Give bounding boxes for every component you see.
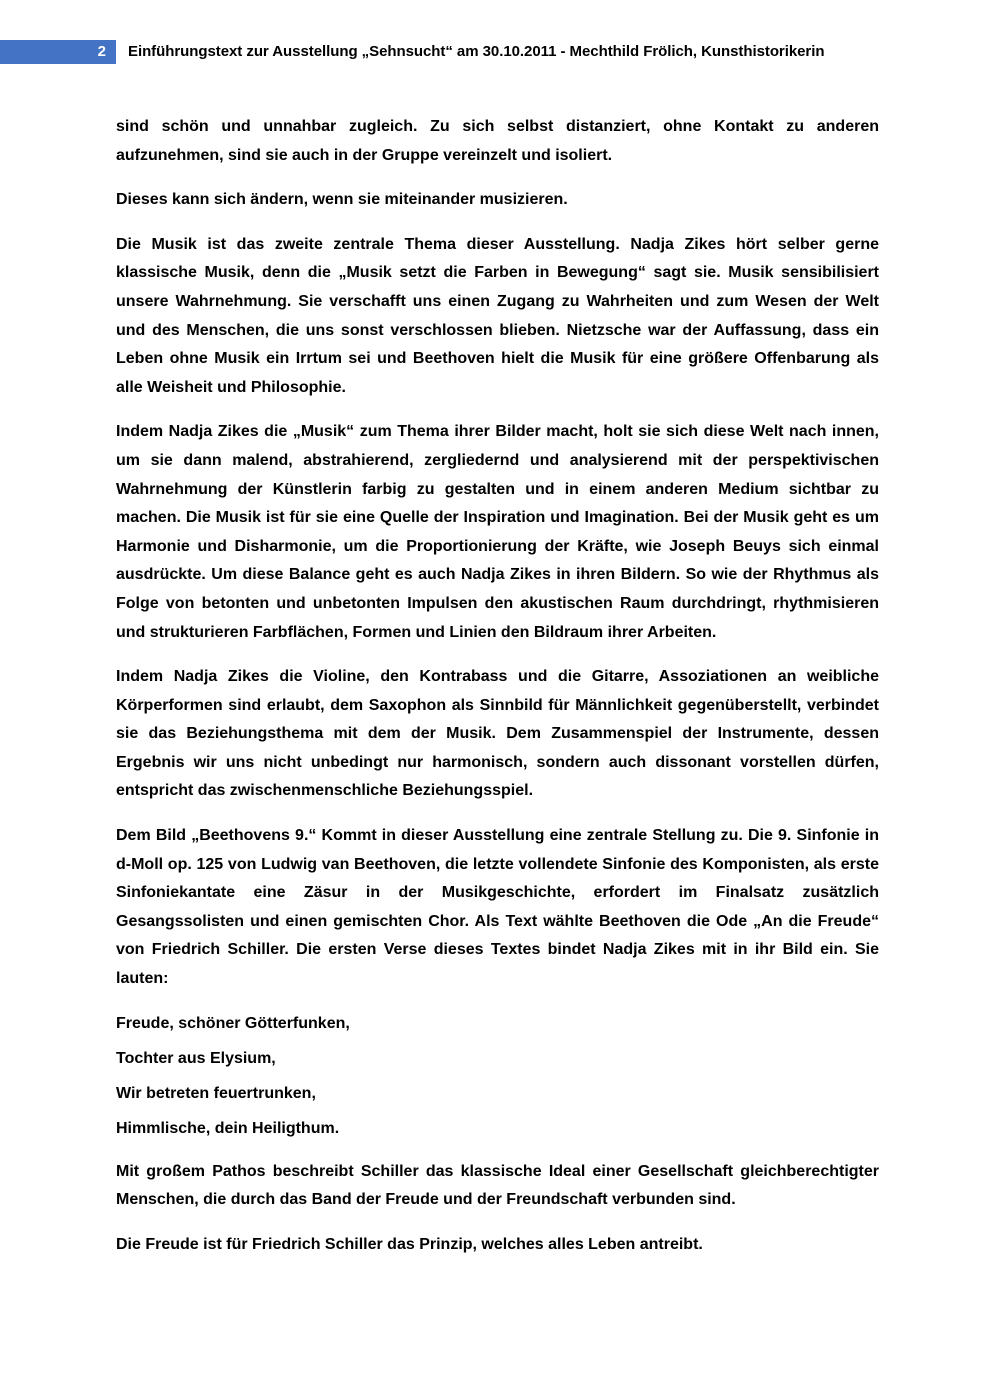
- paragraph-5: Indem Nadja Zikes die Violine, den Kontrabass und die Gitarre, Assoziationen an weibliche Körperformen sind erlaubt, dem Saxophon als Sinnbild für Männlichkeit gegenüberstellt, verbindet sie das Beziehungsthema mit dem der Musik. Dem Zusammenspiel der Instrumente, dessen Ergebnis wir uns nicht unbedingt nur harmonisch, sondern auch dissonant vorstellen dürfen, entspricht das zwischenmenschliche Beziehungsspiel.: [116, 668, 879, 800]
- page-number-bar: [0, 40, 116, 64]
- paragraph-7: Mit großem Pathos beschreibt Schiller das klassische Ideal einer Gesellschaft gleichberechtigter Menschen, die durch das Band der Freude und der Freundschaft verbunden sind.: [116, 1162, 879, 1209]
- paragraph-6: Dem Bild „Beethovens 9.“ Kommt in dieser Ausstellung eine zentrale Stellung zu. Die 9. Sinfonie in d-Moll op. 125 von Ludwig van Beethoven, die letzte vollendete Sinfonie des Komponisten, als erste Sinfoniekantate eine Zäsur in der Musikgeschichte, erfordert im Finalsatz zusätzlich Gesangssolisten und einen gemischten Chor. Als Text wählte Beethoven die Ode „An die Freude“ von Friedrich Schiller. Die ersten Verse dieses Textes bindet Nadja Zikes mit in ihr Bild ein. Sie lauten:: [116, 827, 879, 988]
- document-body: [116, 113, 879, 1275]
- page-header: [0, 40, 993, 64]
- paragraph-3: Die Musik ist das zweite zentrale Thema dieser Ausstellung. Nadja Zikes hört selber gerne klassische Musik, denn die „Musik setzt die Farben in Bewegung“ sagt sie. Musik sensibilisiert unsere Wahrnehmung. Sie verschafft uns einen Zugang zu Wahrheiten und zum Wesen der Welt und des Menschen, die uns sonst verschlossen blieben. Nietzsche war der Auffassung, dass ein Leben ohne Musik ein Irrtum sei und Beethoven hielt die Musik für eine größere Offenbarung als alle Weisheit und Philosophie.: [116, 235, 879, 396]
- paragraph-8: Die Freude ist für Friedrich Schiller das Prinzip, welches alles Leben antreibt.: [116, 1235, 703, 1253]
- verse-line-4: Himmlische, dein Heiligthum.: [116, 1119, 340, 1137]
- paragraph-4: Indem Nadja Zikes die „Musik“ zum Thema ihrer Bilder macht, holt sie sich diese Welt nach innen, um sie dann malend, abstrahierend, zergliedernd und analysierend mit der perspektivischen Wahrnehmung der Künstlerin farbig zu gestalten und in einem anderen Medium sichtbar zu machen. Die Musik ist für sie eine Quelle der Inspiration und Imagination. Bei der Musik geht es um Harmonie und Disharmonie, um die Proportionierung der Kräfte, wie Joseph Beuys sich einmal ausdrückte. Um diese Balance geht es auch Nadja Zikes in ihren Bildern. So wie der Rhythmus als Folge von betonten und unbetonten Impulsen den akustischen Raum durchdringt, rhythmisieren und strukturieren Farbflächen, Formen und Linien den Bildraum ihrer Arbeiten.: [116, 423, 879, 641]
- verse-line-2: Tochter aus Elysium,: [116, 1049, 276, 1067]
- verse-line-3: Wir betreten feuertrunken,: [116, 1084, 316, 1102]
- paragraph-1: sind schön und unnahbar zugleich. Zu sich selbst distanziert, ohne Kontakt zu anderen aufzunehmen, sind sie auch in der Gruppe vereinzelt und isoliert.: [116, 118, 879, 164]
- page-number: 2: [97, 43, 106, 60]
- paragraph-2: Dieses kann sich ändern, wenn sie miteinander musizieren.: [116, 191, 568, 209]
- header-title: Einführungstext zur Ausstellung „Sehnsucht“ am 30.10.2011 - Mechthild Frölich, Kunsthistorikerin: [128, 43, 825, 60]
- verse-line-1: Freude, schöner Götterfunken,: [116, 1014, 350, 1032]
